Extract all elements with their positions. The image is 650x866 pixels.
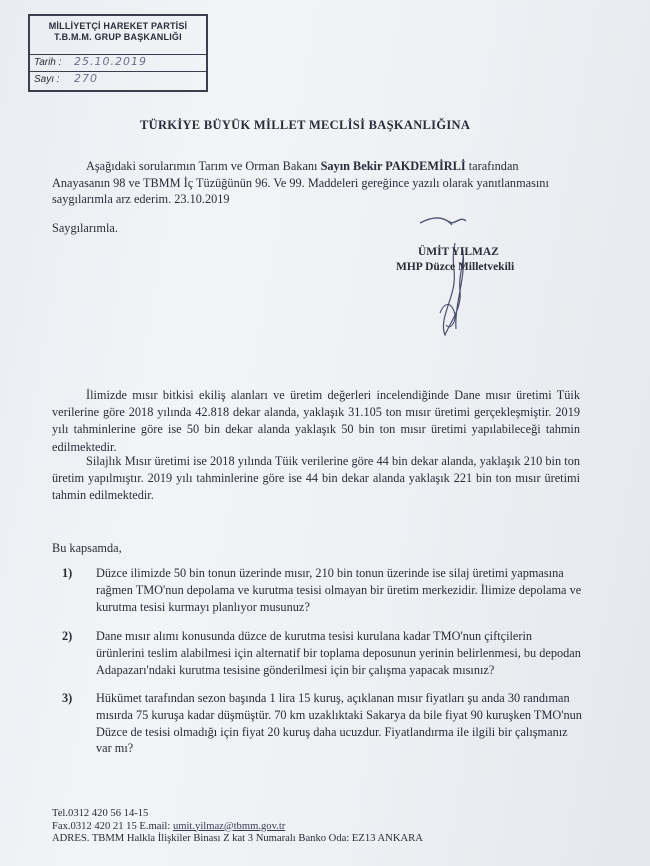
paragraph1-text: İlimizde mısır bitkisi ekiliş alanları ve üretim değerleri incelendiğinde Dane mısır üretimi Tüik verilerine göre 2018 yılında 42.818 dekar alanda, yaklaşık 31.105 ton mısır üretimi gerçekleşmiştir. 2019 yılı tahminlerine göre ise 50 bin dekar alanda yaklaşık 50 bin ton mısır üretimi yapılabileceği tahmin edilmektedir. <box>52 388 580 454</box>
party-stamp <box>28 14 208 92</box>
footer-fax-label: Fax.0312 420 21 15 E.mail: <box>52 820 171 832</box>
question-2 <box>62 628 582 678</box>
document-title: TÜRKİYE BÜYÜK MİLLET MECLİSİ BAŞKANLIĞINA <box>140 118 471 132</box>
stamp-organization <box>30 16 206 43</box>
question-3-text: Hükümet tarafından sezon başında 1 lira 15 kuruş, açıklanan mısır fiyatları şu anda 30 randıman mısırda 75 kuruşa kadar düşmüştür. 70 km uzaklıktaki Sakarya da bile fiyat 90 kuruşken TMO'nun Düzce de tesisi olmadığı için fiyat 20 kuruş daha ucuzdur. Fiyatlandırma ile ilgili bir çalışmanız var mı? <box>96 691 582 756</box>
stamp-number-label: Sayı : <box>34 74 60 85</box>
signature-name: ÜMİT YILMAZ <box>418 246 499 258</box>
stamp-date-label: Tarih : <box>34 57 62 68</box>
paragraph2-text: Silajlık Mısır üretimi ise 2018 yılında Tüik verilerine göre 44 bin dekar alanda, yaklaşık 210 bin ton üretim yapılmıştır. 2019 yılı tahminlerine göre ise 44 bin dekar alanda yaklaşık 221 bin ton mısır üretimi tahmin edilmektedir. <box>52 454 580 503</box>
greeting: Saygılarımla. <box>52 221 118 235</box>
intro-line3: saygılarımla arz ederim. 23.10.2019 <box>52 192 230 206</box>
contact-footer <box>52 808 423 846</box>
signature-block <box>396 245 514 275</box>
paragraph-silage-corn <box>52 453 580 505</box>
stamp-number-row <box>30 71 206 88</box>
stamp-org-line1: MİLLİYETÇİ HAREKET PARTİSİ <box>48 21 188 31</box>
question-2-text: Dane mısır alımı konusunda düzce de kurutma tesisi kurulana kadar TMO'nun çiftçilerin ürünlerini teslim alabilmesi için alternatif bir toplama deposunun yerinin belirlenmesi, bu depodan Adapazarı'ndaki kurutma tesisine gönderilmesi için bir çalışma yapacak mısınız? <box>96 629 581 677</box>
intro-line1 <box>52 158 572 175</box>
footer-fax-email <box>52 821 423 834</box>
handwritten-signature-icon <box>410 213 530 343</box>
question-3 <box>62 690 582 757</box>
stamp-date-value: 25.10.2019 <box>74 55 147 68</box>
footer-address: ADRES. TBMM Halkla İlişkiler Binası Z kat 3 Numaralı Banko Oda: EZ13 ANKARA <box>52 833 423 844</box>
paragraph-grain-corn <box>52 387 580 456</box>
stamp-number-value: 270 <box>74 72 98 85</box>
footer-tel: Tel.0312 420 56 14-15 <box>52 808 149 819</box>
intro-paragraph <box>52 158 572 208</box>
minister-name: Sayın Bekir PAKDEMİRLİ <box>320 159 466 173</box>
stamp-date-row <box>30 54 206 71</box>
question-3-number: 3) <box>62 691 73 705</box>
footer-email-link[interactable]: umit.yilmaz@tbmm.gov.tr <box>172 820 286 832</box>
question-2-number: 2) <box>62 629 73 643</box>
question-1-text: Düzce ilimizde 50 bin tonun üzerinde mısır, 210 bin tonun üzerinde ise silaj üretimi yapmasına rağmen TMO'nun depolama ve kurutma tesisi olmayan bir üretim merkezidir. İlimize depolama ve kurutma tesisi kurmayı planlıyor musunuz? <box>96 566 582 614</box>
question-1-number: 1) <box>62 566 73 580</box>
intro-line1-start: Aşağıdaki sorularımın Tarım ve Orman Bakanı <box>86 159 318 173</box>
question-1 <box>62 565 582 615</box>
scope-line: Bu kapsamda, <box>52 541 122 555</box>
stamp-org-line2: T.B.M.M. GRUP BAŞKANLIĞI <box>54 32 182 42</box>
intro-line1-end: tarafından <box>468 159 519 173</box>
intro-line2: Anayasanın 98 ve TBMM İç Tüzüğünün 96. Ve 99. Maddeleri gereğince yazılı olarak yanıtlanmasını <box>52 175 549 190</box>
signature-title: MHP Düzce Milletvekili <box>396 261 515 273</box>
